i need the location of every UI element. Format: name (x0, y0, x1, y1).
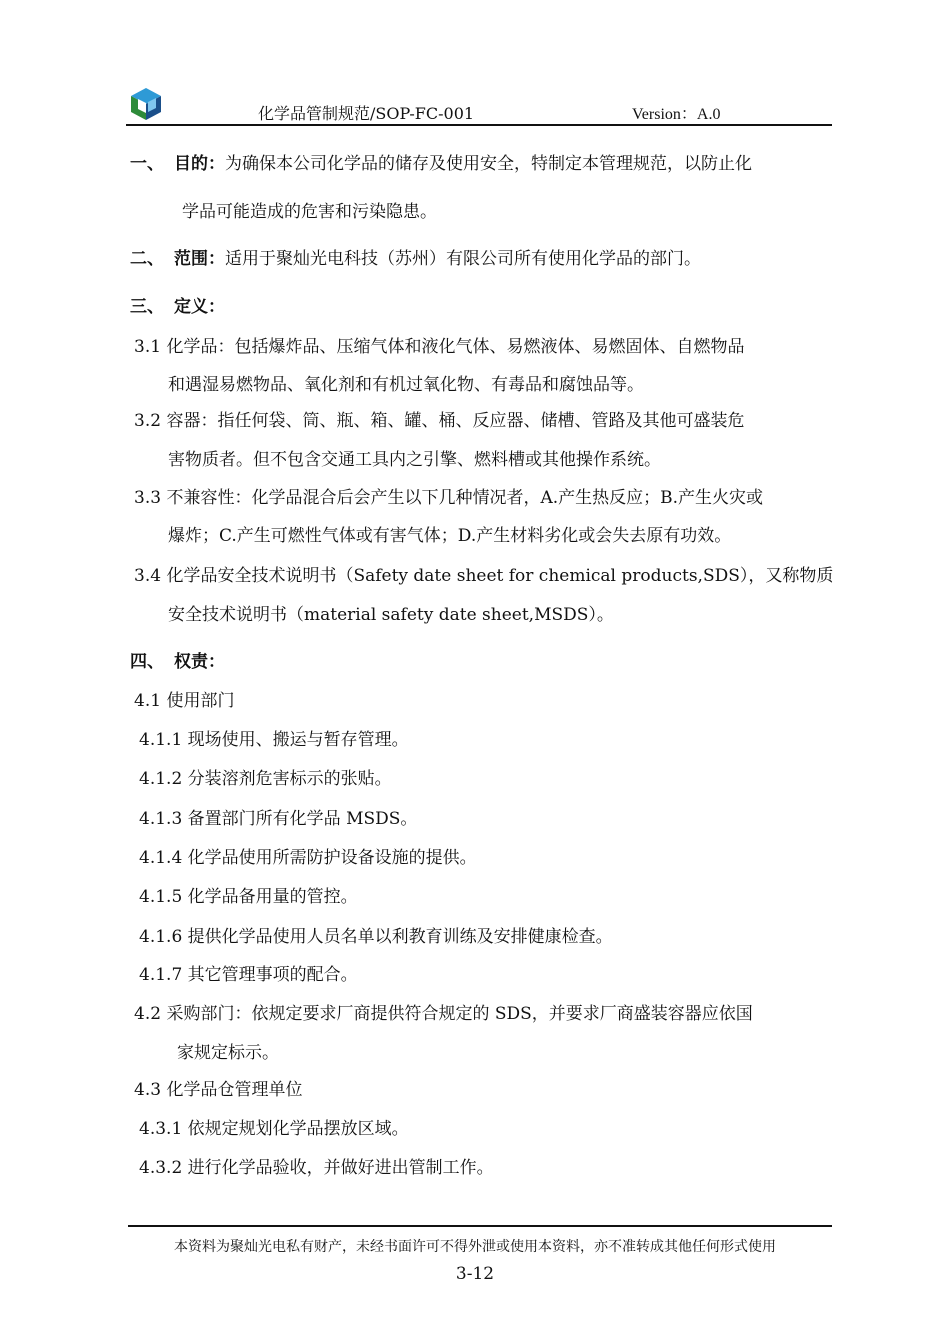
item-4-1-5: 4.1.5 化学品备用量的管控。 (139, 887, 358, 907)
item-4-3-1: 4.3.1 依规定规划化学品摆放区域。 (139, 1119, 409, 1139)
item-4-3-2: 4.3.2 进行化学品验收，并做好进出管制工作。 (139, 1158, 494, 1178)
section-number: 四、 (130, 652, 164, 672)
item-4-1-3: 4.1.3 备置部门所有化学品 MSDS。 (139, 809, 418, 829)
item-4-1-2: 4.1.2 分装溶剂危害标示的张贴。 (139, 769, 392, 789)
item-4-2-cont: 家规定标示。 (177, 1043, 279, 1063)
section-label: 目的： (174, 154, 225, 174)
definition-3-2-cont: 害物质者。但不包含交通工具内之引擎、燃料槽或其他操作系统。 (168, 450, 661, 470)
document-version: Version：A.0 (632, 106, 721, 123)
page-number: 3-12 (455, 1264, 495, 1284)
item-4-1-1: 4.1.1 现场使用、搬运与暂存管理。 (139, 730, 409, 750)
definition-3-2: 3.2 容器：指任何袋、筒、瓶、箱、罐、桶、反应器、储槽、管路及其他可盛装危 (134, 411, 745, 431)
definition-3-1: 3.1 化学品：包括爆炸品、压缩气体和液化气体、易燃液体、易燃固体、自燃物品 (134, 337, 745, 357)
section-responsibilities (130, 651, 225, 673)
confidentiality-notice: 本资料为聚灿光电私有财产，未经书面许可不得外泄或使用本资料，亦不准转成其他任何形式使用 (174, 1239, 776, 1255)
section-text: 为确保本公司化学品的储存及使用安全，特制定本管理规范，以防止化 (225, 154, 752, 174)
item-4-1-6: 4.1.6 提供化学品使用人员名单以利教育训练及安排健康检查。 (139, 927, 613, 947)
item-4-1: 4.1 使用部门 (134, 691, 235, 711)
section-number: 二、 (130, 249, 164, 269)
section-number: 三、 (130, 297, 164, 317)
section-label: 权责： (174, 652, 225, 672)
section-purpose (130, 153, 752, 175)
section-definitions (130, 296, 225, 318)
definition-3-3-cont: 爆炸；C.产生可燃性气体或有害气体；D.产生材料劣化或会失去原有功效。 (168, 526, 732, 546)
header-divider (126, 124, 832, 126)
section-label: 范围： (174, 249, 225, 269)
item-4-1-4: 4.1.4 化学品使用所需防护设备设施的提供。 (139, 848, 477, 868)
section-text-continuation: 学品可能造成的危害和污染隐患。 (182, 202, 437, 222)
footer-divider (128, 1225, 832, 1227)
definition-3-4-cont: 安全技术说明书（material safety date sheet,MSDS）。 (168, 605, 614, 625)
item-4-3: 4.3 化学品仓管理单位 (134, 1080, 303, 1100)
section-number: 一、 (130, 154, 164, 174)
section-label: 定义： (174, 297, 225, 317)
section-text: 适用于聚灿光电科技（苏州）有限公司所有使用化学品的部门。 (225, 249, 701, 269)
item-4-2: 4.2 采购部门：依规定要求厂商提供符合规定的 SDS，并要求厂商盛装容器应依国 (134, 1004, 753, 1024)
item-4-1-7: 4.1.7 其它管理事项的配合。 (139, 965, 358, 985)
company-logo-icon (128, 86, 164, 122)
definition-3-3: 3.3 不兼容性：化学品混合后会产生以下几种情况者，A.产生热反应；B.产生火灾或 (134, 488, 764, 508)
document-title: 化学品管制规范/SOP-FC-001 (258, 104, 475, 123)
definition-3-4: 3.4 化学品安全技术说明书（Safety date sheet for chemical products,SDS），又称物质 (134, 566, 834, 586)
section-scope (130, 248, 701, 270)
definition-3-1-cont: 和遇湿易燃物品、氧化剂和有机过氧化物、有毒品和腐蚀品等。 (168, 375, 644, 395)
